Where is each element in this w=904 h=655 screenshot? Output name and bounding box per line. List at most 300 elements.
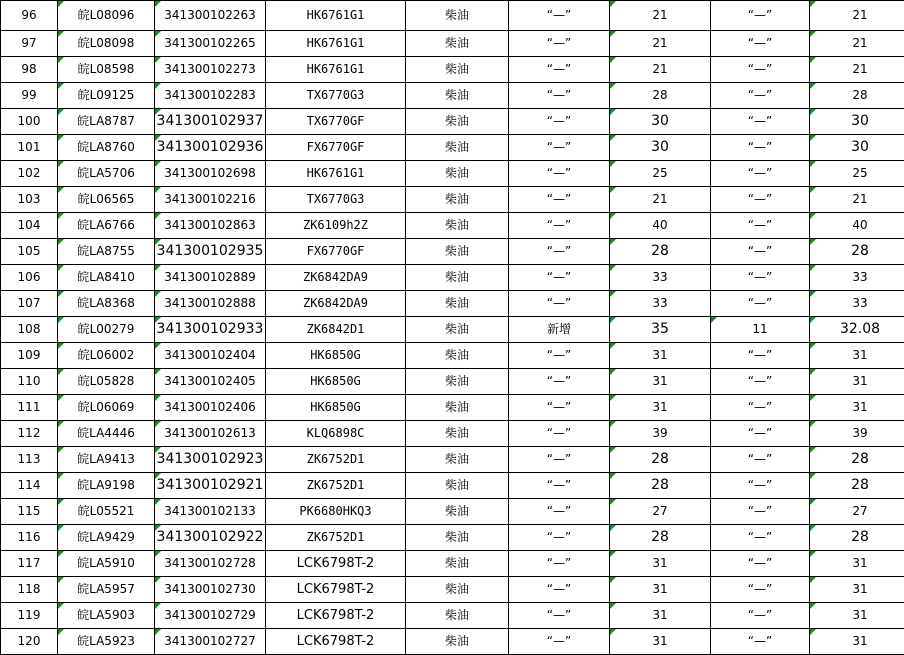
model-cell[interactable] [266, 369, 406, 395]
plate-cell[interactable] [58, 187, 155, 213]
row-number-cell[interactable] [1, 447, 58, 473]
cell-text: 柴油 [445, 8, 469, 22]
error-indicator-icon [610, 31, 616, 37]
error-indicator-icon [155, 187, 161, 193]
row-number-cell[interactable] [1, 239, 58, 265]
cell-text: “—” [748, 582, 772, 596]
status-cell[interactable] [509, 161, 610, 187]
status-cell[interactable] [509, 31, 610, 57]
seats-cell[interactable] [610, 1, 711, 31]
plate-cell[interactable] [58, 239, 155, 265]
vehicle-id-cell[interactable] [155, 577, 266, 603]
status-cell[interactable] [509, 473, 610, 499]
plate-cell[interactable] [58, 499, 155, 525]
vehicle-id-cell[interactable] [155, 629, 266, 655]
row-number-cell[interactable] [1, 421, 58, 447]
fuel-type-cell[interactable] [406, 447, 509, 473]
total-cell[interactable] [810, 57, 904, 83]
total-cell[interactable] [810, 603, 904, 629]
status-cell[interactable] [509, 83, 610, 109]
cell-text: “—” [547, 374, 571, 388]
total-cell[interactable] [810, 161, 904, 187]
model-cell[interactable] [266, 265, 406, 291]
cell-text: 柴油 [445, 478, 469, 492]
seats-cell[interactable] [610, 421, 711, 447]
model-cell[interactable] [266, 421, 406, 447]
cell-text: 105 [18, 244, 41, 258]
row-number-cell[interactable] [1, 473, 58, 499]
status-cell[interactable] [509, 343, 610, 369]
error-indicator-icon [810, 473, 816, 479]
status-cell[interactable] [509, 317, 610, 343]
cell-text: “—” [748, 452, 772, 466]
status-cell[interactable] [509, 369, 610, 395]
model-cell[interactable] [266, 291, 406, 317]
added-cell[interactable] [711, 395, 810, 421]
row-number-cell[interactable] [1, 499, 58, 525]
cell-text: 27 [652, 504, 667, 518]
added-cell[interactable] [711, 577, 810, 603]
added-cell[interactable] [711, 135, 810, 161]
total-cell[interactable] [810, 629, 904, 655]
cell-text: 柴油 [445, 140, 469, 154]
cell-text: HK6850G [310, 400, 361, 414]
table-row [1, 603, 904, 629]
seats-cell[interactable] [610, 395, 711, 421]
added-cell[interactable] [711, 109, 810, 135]
model-cell[interactable] [266, 343, 406, 369]
seats-cell[interactable] [610, 317, 711, 343]
fuel-type-cell[interactable] [406, 317, 509, 343]
vehicle-id-cell[interactable] [155, 161, 266, 187]
status-cell[interactable] [509, 395, 610, 421]
cell-text: “—” [748, 88, 772, 102]
error-indicator-icon [58, 525, 64, 531]
plate-cell[interactable] [58, 525, 155, 551]
cell-text: 21 [852, 192, 867, 206]
cell-text: 柴油 [445, 634, 469, 648]
cell-text: 柴油 [445, 192, 469, 206]
vehicle-id-cell[interactable] [155, 57, 266, 83]
model-cell[interactable] [266, 57, 406, 83]
total-cell[interactable] [810, 1, 904, 31]
added-cell[interactable] [711, 187, 810, 213]
row-number-cell[interactable] [1, 31, 58, 57]
model-cell[interactable] [266, 447, 406, 473]
error-indicator-icon [155, 499, 161, 505]
fuel-type-cell[interactable] [406, 31, 509, 57]
row-number-cell[interactable] [1, 369, 58, 395]
fuel-type-cell[interactable] [406, 629, 509, 655]
seats-cell[interactable] [610, 577, 711, 603]
plate-cell[interactable] [58, 317, 155, 343]
added-cell[interactable] [711, 447, 810, 473]
row-number-cell[interactable] [1, 343, 58, 369]
total-cell[interactable] [810, 239, 904, 265]
vehicle-id-cell[interactable] [155, 109, 266, 135]
cell-text: 柴油 [445, 452, 469, 466]
cell-text: 11 [752, 322, 767, 336]
vehicle-id-cell[interactable] [155, 265, 266, 291]
seats-cell[interactable] [610, 57, 711, 83]
vehicle-id-cell[interactable] [155, 291, 266, 317]
model-cell[interactable] [266, 395, 406, 421]
cell-text: LCK6798T-2 [297, 634, 375, 649]
error-indicator-icon [810, 31, 816, 37]
added-cell[interactable] [711, 473, 810, 499]
total-cell[interactable] [810, 499, 904, 525]
status-cell[interactable] [509, 57, 610, 83]
cell-text: 98 [21, 62, 36, 76]
error-indicator-icon [810, 109, 816, 115]
fuel-type-cell[interactable] [406, 213, 509, 239]
plate-cell[interactable] [58, 447, 155, 473]
vehicle-id-cell[interactable] [155, 499, 266, 525]
total-cell[interactable] [810, 291, 904, 317]
status-cell[interactable] [509, 577, 610, 603]
row-number-cell[interactable] [1, 83, 58, 109]
cell-text: 30 [851, 139, 869, 155]
plate-cell[interactable] [58, 343, 155, 369]
total-cell[interactable] [810, 421, 904, 447]
model-cell[interactable] [266, 603, 406, 629]
cell-text: “—” [547, 582, 571, 596]
error-indicator-icon [610, 447, 616, 453]
cell-text: 118 [18, 582, 41, 596]
cell-text: 39 [852, 426, 867, 440]
model-cell[interactable] [266, 1, 406, 31]
fuel-type-cell[interactable] [406, 187, 509, 213]
fuel-type-cell[interactable] [406, 395, 509, 421]
error-indicator-icon [810, 265, 816, 271]
error-indicator-icon [155, 369, 161, 375]
model-cell[interactable] [266, 629, 406, 655]
total-cell[interactable] [810, 447, 904, 473]
cell-text: HK6761G1 [307, 62, 365, 76]
row-number-cell[interactable] [1, 135, 58, 161]
seats-cell[interactable] [610, 83, 711, 109]
seats-cell[interactable] [610, 187, 711, 213]
cell-text: 柴油 [445, 322, 469, 336]
seats-cell[interactable] [610, 499, 711, 525]
vehicle-id-cell[interactable] [155, 343, 266, 369]
seats-cell[interactable] [610, 239, 711, 265]
total-cell[interactable] [810, 83, 904, 109]
fuel-type-cell[interactable] [406, 473, 509, 499]
total-cell[interactable] [810, 525, 904, 551]
table-row [1, 525, 904, 551]
model-cell[interactable] [266, 551, 406, 577]
cell-text: 27 [852, 504, 867, 518]
cell-text: “—” [748, 36, 772, 50]
seats-cell[interactable] [610, 291, 711, 317]
total-cell[interactable] [810, 109, 904, 135]
seats-cell[interactable] [610, 31, 711, 57]
seats-cell[interactable] [610, 161, 711, 187]
added-cell[interactable] [711, 57, 810, 83]
fuel-type-cell[interactable] [406, 57, 509, 83]
fuel-type-cell[interactable] [406, 603, 509, 629]
added-cell[interactable] [711, 499, 810, 525]
cell-text: 21 [852, 62, 867, 76]
model-cell[interactable] [266, 161, 406, 187]
added-cell[interactable] [711, 317, 810, 343]
status-cell[interactable] [509, 187, 610, 213]
status-cell[interactable] [509, 239, 610, 265]
seats-cell[interactable] [610, 447, 711, 473]
seats-cell[interactable] [610, 473, 711, 499]
status-cell[interactable] [509, 499, 610, 525]
total-cell[interactable] [810, 135, 904, 161]
plate-cell[interactable] [58, 551, 155, 577]
cell-text: 皖LA5957 [77, 582, 135, 596]
cell-text: 31 [852, 556, 867, 570]
row-number-cell[interactable] [1, 395, 58, 421]
cell-text: 341300102727 [164, 634, 256, 648]
total-cell[interactable] [810, 265, 904, 291]
cell-text: 341300102405 [164, 374, 256, 388]
row-number-cell[interactable] [1, 291, 58, 317]
plate-cell[interactable] [58, 1, 155, 31]
added-cell[interactable] [711, 291, 810, 317]
fuel-type-cell[interactable] [406, 421, 509, 447]
cell-text: “—” [547, 426, 571, 440]
added-cell[interactable] [711, 213, 810, 239]
added-cell[interactable] [711, 343, 810, 369]
fuel-type-cell[interactable] [406, 161, 509, 187]
cell-text: ZK6842DA9 [303, 296, 368, 310]
status-cell[interactable] [509, 265, 610, 291]
total-cell[interactable] [810, 187, 904, 213]
vehicle-id-cell[interactable] [155, 213, 266, 239]
plate-cell[interactable] [58, 109, 155, 135]
added-cell[interactable] [711, 31, 810, 57]
row-number-cell[interactable] [1, 551, 58, 577]
status-cell[interactable] [509, 135, 610, 161]
error-indicator-icon [58, 31, 64, 37]
vehicle-id-cell[interactable] [155, 473, 266, 499]
vehicle-id-cell[interactable] [155, 31, 266, 57]
plate-cell[interactable] [58, 135, 155, 161]
model-cell[interactable] [266, 213, 406, 239]
cell-text: 31 [852, 608, 867, 622]
model-cell[interactable] [266, 499, 406, 525]
seats-cell[interactable] [610, 109, 711, 135]
cell-text: “—” [547, 244, 571, 258]
row-number-cell[interactable] [1, 577, 58, 603]
seats-cell[interactable] [610, 629, 711, 655]
cell-text: 31 [852, 348, 867, 362]
vehicle-id-cell[interactable] [155, 317, 266, 343]
model-cell[interactable] [266, 577, 406, 603]
seats-cell[interactable] [610, 603, 711, 629]
vehicle-id-cell[interactable] [155, 1, 266, 31]
cell-text: “—” [547, 8, 571, 22]
table-row [1, 369, 904, 395]
error-indicator-icon [58, 213, 64, 219]
table-row [1, 343, 904, 369]
vehicle-id-cell[interactable] [155, 551, 266, 577]
seats-cell[interactable] [610, 551, 711, 577]
total-cell[interactable] [810, 369, 904, 395]
row-number-cell[interactable] [1, 603, 58, 629]
vehicle-id-cell[interactable] [155, 421, 266, 447]
model-cell[interactable] [266, 83, 406, 109]
model-cell[interactable] [266, 317, 406, 343]
cell-text: 102 [18, 166, 41, 180]
plate-cell[interactable] [58, 291, 155, 317]
total-cell[interactable] [810, 395, 904, 421]
status-cell[interactable] [509, 525, 610, 551]
status-cell[interactable] [509, 291, 610, 317]
plate-cell[interactable] [58, 577, 155, 603]
error-indicator-icon [155, 577, 161, 583]
error-indicator-icon [610, 577, 616, 583]
vehicle-id-cell[interactable] [155, 395, 266, 421]
added-cell[interactable] [711, 629, 810, 655]
error-indicator-icon [810, 239, 816, 245]
plate-cell[interactable] [58, 629, 155, 655]
plate-cell[interactable] [58, 395, 155, 421]
fuel-type-cell[interactable] [406, 551, 509, 577]
row-number-cell[interactable] [1, 213, 58, 239]
cell-text: 110 [18, 374, 41, 388]
fuel-type-cell[interactable] [406, 525, 509, 551]
fuel-type-cell[interactable] [406, 1, 509, 31]
status-cell[interactable] [509, 551, 610, 577]
table-row [1, 57, 904, 83]
vehicle-id-cell[interactable] [155, 135, 266, 161]
cell-text: 柴油 [445, 556, 469, 570]
added-cell[interactable] [711, 265, 810, 291]
model-cell[interactable] [266, 187, 406, 213]
fuel-type-cell[interactable] [406, 577, 509, 603]
total-cell[interactable] [810, 343, 904, 369]
vehicle-id-cell[interactable] [155, 447, 266, 473]
status-cell[interactable] [509, 629, 610, 655]
vehicle-id-cell[interactable] [155, 525, 266, 551]
vehicle-id-cell[interactable] [155, 603, 266, 629]
added-cell[interactable] [711, 1, 810, 31]
fuel-type-cell[interactable] [406, 239, 509, 265]
vehicle-id-cell[interactable] [155, 369, 266, 395]
model-cell[interactable] [266, 109, 406, 135]
status-cell[interactable] [509, 447, 610, 473]
cell-text: 皖LA8760 [77, 140, 135, 154]
seats-cell[interactable] [610, 135, 711, 161]
added-cell[interactable] [711, 369, 810, 395]
seats-cell[interactable] [610, 343, 711, 369]
error-indicator-icon [155, 447, 161, 453]
vehicle-id-cell[interactable] [155, 239, 266, 265]
plate-cell[interactable] [58, 83, 155, 109]
model-cell[interactable] [266, 31, 406, 57]
model-cell[interactable] [266, 525, 406, 551]
row-number-cell[interactable] [1, 187, 58, 213]
cell-text: 31 [652, 400, 667, 414]
error-indicator-icon [810, 135, 816, 141]
added-cell[interactable] [711, 83, 810, 109]
status-cell[interactable] [509, 213, 610, 239]
cell-text: 皖LA5923 [77, 634, 135, 648]
added-cell[interactable] [711, 421, 810, 447]
plate-cell[interactable] [58, 57, 155, 83]
total-cell[interactable] [810, 31, 904, 57]
fuel-type-cell[interactable] [406, 369, 509, 395]
vehicle-id-cell[interactable] [155, 187, 266, 213]
fuel-type-cell[interactable] [406, 499, 509, 525]
plate-cell[interactable] [58, 603, 155, 629]
cell-text: 341300102265 [164, 36, 256, 50]
plate-cell[interactable] [58, 421, 155, 447]
total-cell[interactable] [810, 577, 904, 603]
status-cell[interactable] [509, 109, 610, 135]
cell-text: 31 [652, 556, 667, 570]
plate-cell[interactable] [58, 265, 155, 291]
seats-cell[interactable] [610, 213, 711, 239]
status-cell[interactable] [509, 421, 610, 447]
plate-cell[interactable] [58, 213, 155, 239]
total-cell[interactable] [810, 551, 904, 577]
fuel-type-cell[interactable] [406, 291, 509, 317]
seats-cell[interactable] [610, 369, 711, 395]
row-number-cell[interactable] [1, 525, 58, 551]
row-number-cell[interactable] [1, 161, 58, 187]
model-cell[interactable] [266, 239, 406, 265]
row-number-cell[interactable] [1, 109, 58, 135]
cell-text: 341300102404 [164, 348, 256, 362]
error-indicator-icon [155, 213, 161, 219]
plate-cell[interactable] [58, 31, 155, 57]
total-cell[interactable] [810, 473, 904, 499]
fuel-type-cell[interactable] [406, 265, 509, 291]
status-cell[interactable] [509, 603, 610, 629]
cell-text: 21 [652, 62, 667, 76]
seats-cell[interactable] [610, 525, 711, 551]
table-row [1, 551, 904, 577]
added-cell[interactable] [711, 551, 810, 577]
vehicle-id-cell[interactable] [155, 83, 266, 109]
row-number-cell[interactable] [1, 629, 58, 655]
model-cell[interactable] [266, 473, 406, 499]
plate-cell[interactable] [58, 161, 155, 187]
plate-cell[interactable] [58, 473, 155, 499]
row-number-cell[interactable] [1, 317, 58, 343]
seats-cell[interactable] [610, 265, 711, 291]
fuel-type-cell[interactable] [406, 83, 509, 109]
total-cell[interactable] [810, 213, 904, 239]
added-cell[interactable] [711, 525, 810, 551]
added-cell[interactable] [711, 239, 810, 265]
cell-text: “—” [547, 166, 571, 180]
fuel-type-cell[interactable] [406, 109, 509, 135]
fuel-type-cell[interactable] [406, 135, 509, 161]
cell-text: “—” [547, 452, 571, 466]
cell-text: 柴油 [445, 504, 469, 518]
fuel-type-cell[interactable] [406, 343, 509, 369]
row-number-cell[interactable] [1, 1, 58, 31]
total-cell[interactable] [810, 317, 904, 343]
added-cell[interactable] [711, 161, 810, 187]
plate-cell[interactable] [58, 369, 155, 395]
row-number-cell[interactable] [1, 265, 58, 291]
row-number-cell[interactable] [1, 57, 58, 83]
cell-text: TX6770G3 [307, 192, 365, 206]
model-cell[interactable] [266, 135, 406, 161]
added-cell[interactable] [711, 603, 810, 629]
error-indicator-icon [58, 83, 64, 89]
status-cell[interactable] [509, 1, 610, 31]
